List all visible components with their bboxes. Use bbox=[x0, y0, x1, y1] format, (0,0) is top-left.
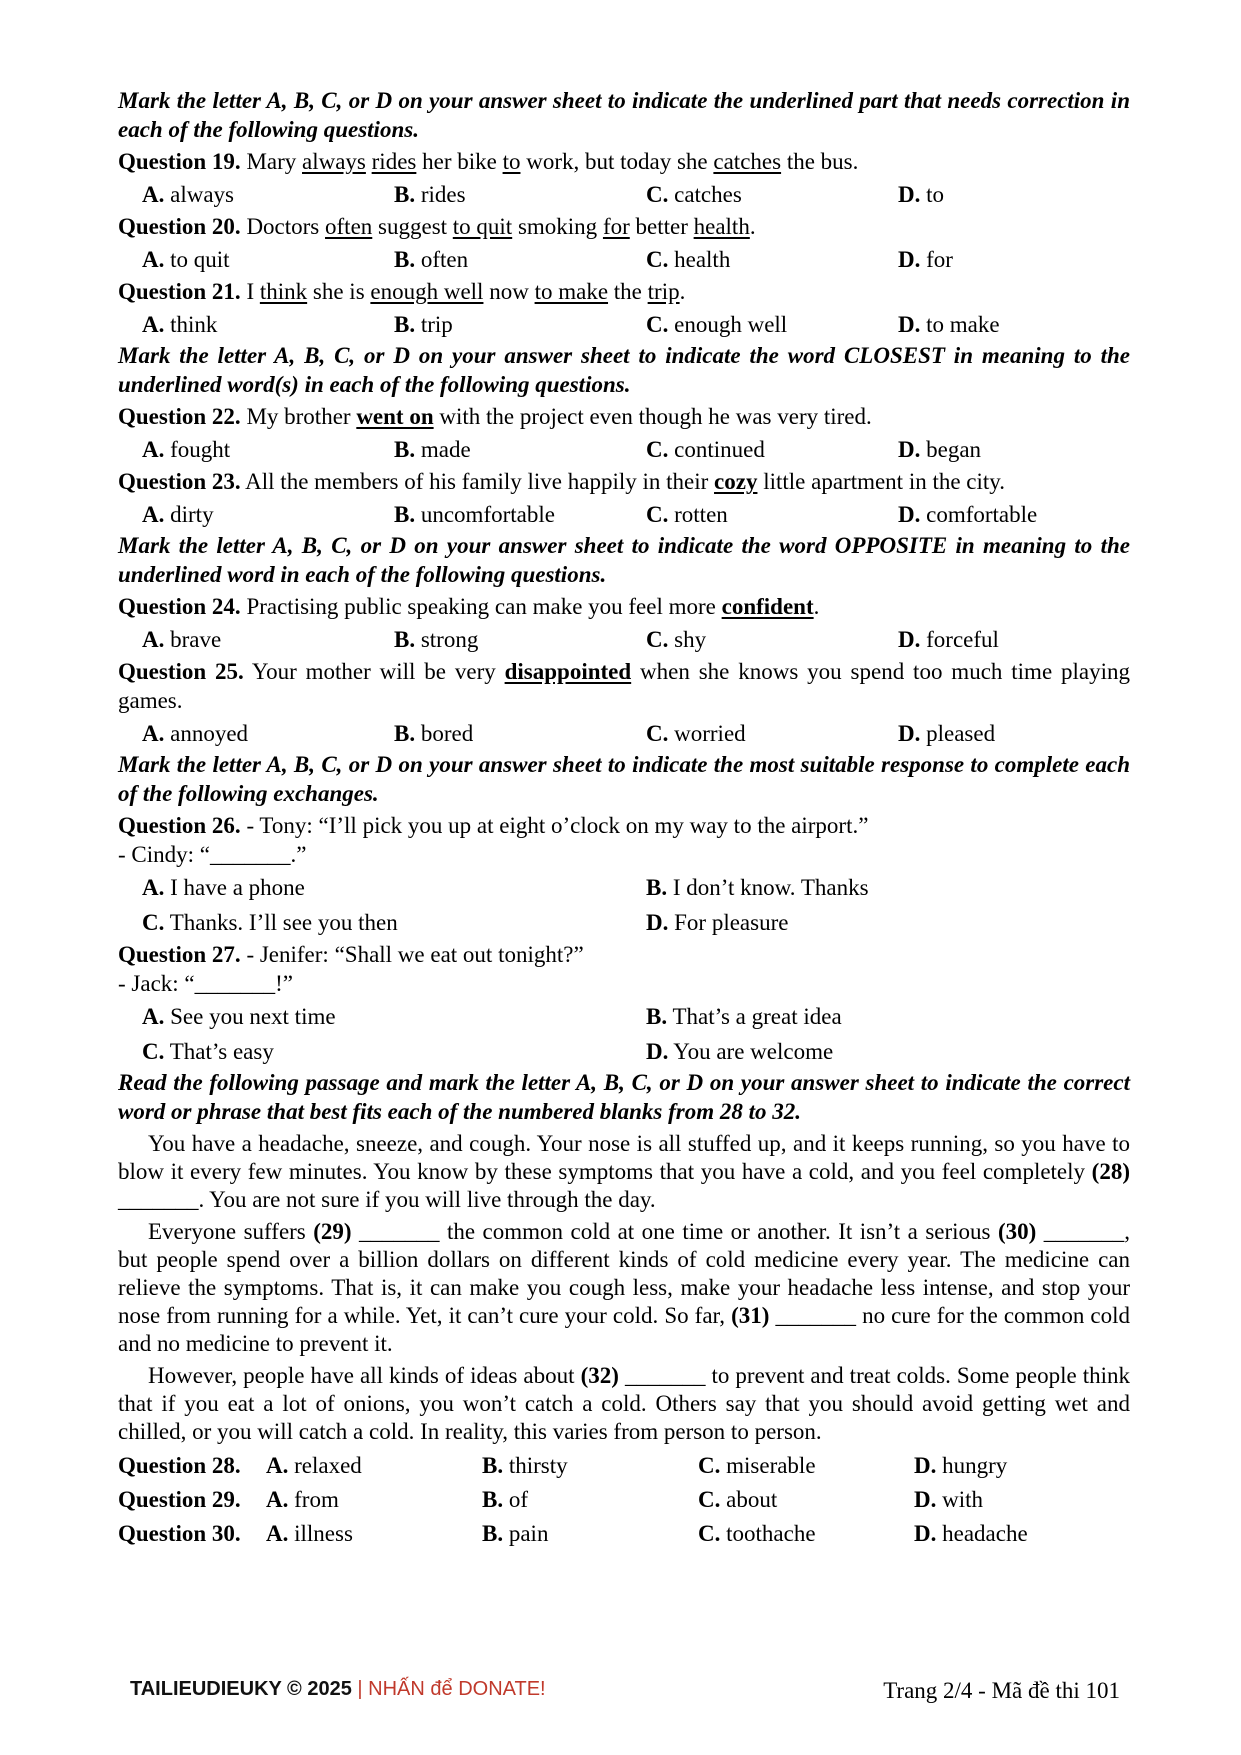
question-label: Question 24. bbox=[118, 594, 241, 619]
question-24: Question 24. Practising public speaking can make you feel more confident. bbox=[118, 594, 820, 619]
question-27: Question 27. - Jenifer: “Shall we eat out tonight?” bbox=[118, 942, 584, 967]
option-d[interactable]: D. to bbox=[898, 182, 945, 207]
option-d[interactable]: D. began bbox=[898, 437, 982, 462]
question-label: Question 23. bbox=[118, 469, 241, 494]
option-b[interactable]: B. trip bbox=[394, 312, 453, 337]
option-c[interactable]: C. rotten bbox=[646, 502, 728, 527]
donate-link[interactable]: NHẤN để DONATE! bbox=[368, 1678, 546, 1700]
option-c[interactable]: C. Thanks. I’ll see you then bbox=[142, 910, 398, 935]
question-23: Question 23. All the members of his family live happily in their cozy little apartment in the city. bbox=[118, 469, 1006, 494]
instruction-correction: Mark the letter A, B, C, or D on your answer sheet to indicate the underlined part that needs correction in each of the following questions. bbox=[118, 88, 1130, 142]
underlined-word: disappointed bbox=[504, 659, 632, 684]
passage-paragraph-3: However, people have all kinds of ideas about (32) _______ to prevent and treat colds. Some people think that if you eat a lot of onions, you won’t catch a cold. Others say that you should avoid getting wet and chilled, or you will catch a cold. In reality, this varies from person to person. bbox=[118, 1363, 1130, 1444]
option-a[interactable]: A. always bbox=[142, 182, 234, 207]
underlined-part: often bbox=[325, 214, 373, 239]
question-30 bbox=[118, 1519, 1130, 1548]
option-c[interactable]: C. enough well bbox=[646, 312, 788, 337]
instruction-opposite: Mark the letter A, B, C, or D on your answer sheet to indicate the word OPPOSITE in meaning to the underlined word in each of the following questions. bbox=[118, 533, 1130, 587]
option-b[interactable]: B. thirsty bbox=[482, 1453, 568, 1478]
option-d[interactable]: D. headache bbox=[914, 1521, 1028, 1546]
question-label: Question 26. bbox=[118, 813, 241, 838]
option-c[interactable]: C. miserable bbox=[698, 1453, 816, 1478]
question-28 bbox=[118, 1451, 1130, 1480]
option-b[interactable]: B. often bbox=[394, 247, 469, 272]
option-d[interactable]: D. pleased bbox=[898, 721, 996, 746]
dialogue-line: - Cindy: “_______.” bbox=[118, 842, 307, 867]
options-19 bbox=[118, 180, 1130, 209]
question-21: Question 21. I think she is enough well now to make the trip. bbox=[118, 279, 686, 304]
question-19: Question 19. Mary always rides her bike to work, but today she catches the bus. bbox=[118, 149, 859, 174]
options-22 bbox=[118, 435, 1130, 464]
question-29 bbox=[118, 1485, 1130, 1514]
option-c[interactable]: C. worried bbox=[646, 721, 746, 746]
underlined-part: catches bbox=[713, 149, 782, 174]
question-25: Question 25. Your mother will be very disappointed when she knows you spend too much time playing games. bbox=[118, 659, 1130, 713]
options-26 bbox=[118, 873, 1130, 937]
underlined-part: always bbox=[302, 149, 366, 174]
option-b[interactable]: B. uncomfortable bbox=[394, 502, 555, 527]
question-20: Question 20. Doctors often suggest to quit smoking for better health. bbox=[118, 214, 756, 239]
underlined-part: health bbox=[693, 214, 750, 239]
options-23 bbox=[118, 500, 1130, 529]
option-c[interactable]: C. That’s easy bbox=[142, 1039, 274, 1064]
option-c[interactable]: C. shy bbox=[646, 627, 707, 652]
option-a[interactable]: A. See you next time bbox=[142, 1004, 336, 1029]
option-a[interactable]: A. I have a phone bbox=[142, 875, 305, 900]
question-label: Question 19. bbox=[118, 149, 241, 174]
instruction-response: Mark the letter A, B, C, or D on your answer sheet to indicate the most suitable response to complete each of the following exchanges. bbox=[118, 752, 1130, 806]
question-label: Question 27. bbox=[118, 942, 241, 967]
blank-number: (31) bbox=[731, 1303, 770, 1328]
option-b[interactable]: B. made bbox=[394, 437, 471, 462]
option-c[interactable]: C. catches bbox=[646, 182, 742, 207]
underlined-part: enough well bbox=[370, 279, 484, 304]
option-a[interactable]: A. fought bbox=[142, 437, 231, 462]
blank-number: (29) bbox=[313, 1219, 352, 1244]
option-d[interactable]: D. comfortable bbox=[898, 502, 1038, 527]
underlined-word: confident bbox=[721, 594, 814, 619]
instruction-passage: Read the following passage and mark the letter A, B, C, or D on your answer sheet to indicate the correct word or phrase that best fits each of the numbered blanks from 28 to 32. bbox=[118, 1070, 1130, 1124]
underlined-word: went on bbox=[356, 404, 434, 429]
option-b[interactable]: B. rides bbox=[394, 182, 466, 207]
question-label: Question 30. bbox=[118, 1521, 241, 1546]
option-c[interactable]: C. toothache bbox=[698, 1521, 816, 1546]
option-b[interactable]: B. That’s a great idea bbox=[646, 1004, 842, 1029]
option-d[interactable]: D. hungry bbox=[914, 1453, 1008, 1478]
option-d[interactable]: D. You are welcome bbox=[646, 1039, 834, 1064]
dialogue-line: - Jack: “_______!” bbox=[118, 971, 293, 996]
option-a[interactable]: A. from bbox=[266, 1487, 339, 1512]
options-25 bbox=[118, 719, 1130, 748]
passage-paragraph-2: Everyone suffers (29) _______ the common cold at one time or another. It isn’t a serious (30) _______, but people spend over a billion dollars on different kinds of cold medicine every year. The medicine can relieve the symptoms. That is, it can make you cough less, make your headache less intense, and stop your nose from running for a while. Yet, it can’t cure your cold. So far, (31) _______ no cure for the common cold and no medicine to prevent it. bbox=[118, 1219, 1130, 1356]
exam-page bbox=[118, 86, 1130, 1548]
option-a[interactable]: A. illness bbox=[266, 1521, 353, 1546]
option-a[interactable]: A. brave bbox=[142, 627, 222, 652]
underlined-word: cozy bbox=[714, 469, 758, 494]
footer-brand: TAILIEUDIEUKY © 2025 | NHẤN để DONATE! bbox=[130, 1678, 546, 1700]
option-b[interactable]: B. strong bbox=[394, 627, 479, 652]
footer-separator: | bbox=[357, 1678, 363, 1700]
question-label: Question 21. bbox=[118, 279, 241, 304]
option-a[interactable]: A. relaxed bbox=[266, 1453, 362, 1478]
blank-number: (30) bbox=[997, 1219, 1037, 1244]
underlined-part: to quit bbox=[452, 214, 513, 239]
option-d[interactable]: D. to make bbox=[898, 312, 1000, 337]
options-21 bbox=[118, 310, 1130, 339]
option-b[interactable]: B. I don’t know. Thanks bbox=[646, 875, 869, 900]
option-d[interactable]: D. For pleasure bbox=[646, 910, 789, 935]
underlined-part: think bbox=[259, 279, 308, 304]
option-a[interactable]: A. think bbox=[142, 312, 218, 337]
underlined-part: trip bbox=[647, 279, 680, 304]
passage-paragraph-1: You have a headache, sneeze, and cough. Your nose is all stuffed up, and it keeps running, so you have to blow it every few minutes. You know by these symptoms that you have a cold, and you feel completely (28) _______. You are not sure if you will live through the day. bbox=[118, 1131, 1130, 1212]
question-label: Question 25. bbox=[118, 659, 244, 684]
option-c[interactable]: C. health bbox=[646, 247, 731, 272]
underlined-part: for bbox=[602, 214, 630, 239]
options-20 bbox=[118, 245, 1130, 274]
option-d[interactable]: D. forceful bbox=[898, 627, 999, 652]
underlined-part: rides bbox=[371, 149, 417, 174]
option-a[interactable]: A. to quit bbox=[142, 247, 230, 272]
option-b[interactable]: B. bored bbox=[394, 721, 474, 746]
option-a[interactable]: A. dirty bbox=[142, 502, 214, 527]
blank-number: (28) bbox=[1091, 1159, 1130, 1184]
blank-number: (32) bbox=[580, 1363, 619, 1388]
question-26: Question 26. - Tony: “I’ll pick you up at eight o’clock on my way to the airport.” bbox=[118, 813, 869, 838]
option-b[interactable]: B. of bbox=[482, 1487, 529, 1512]
question-label: Question 28. bbox=[118, 1453, 241, 1478]
option-c[interactable]: C. about bbox=[698, 1487, 778, 1512]
option-d[interactable]: D. with bbox=[914, 1487, 984, 1512]
question-22: Question 22. My brother went on with the project even though he was very tired. bbox=[118, 404, 872, 429]
underlined-part: to make bbox=[534, 279, 609, 304]
question-label: Question 20. bbox=[118, 214, 241, 239]
page-number: Trang 2/4 - Mã đề thi 101 bbox=[883, 1678, 1120, 1703]
option-b[interactable]: B. pain bbox=[482, 1521, 549, 1546]
page-footer bbox=[130, 1678, 1120, 1708]
options-27 bbox=[118, 1002, 1130, 1066]
options-24 bbox=[118, 625, 1130, 654]
question-label: Question 29. bbox=[118, 1487, 241, 1512]
underlined-part: to bbox=[502, 149, 521, 174]
question-label: Question 22. bbox=[118, 404, 241, 429]
option-d[interactable]: D. for bbox=[898, 247, 953, 272]
option-a[interactable]: A. annoyed bbox=[142, 721, 249, 746]
option-c[interactable]: C. continued bbox=[646, 437, 765, 462]
instruction-closest: Mark the letter A, B, C, or D on your answer sheet to indicate the word CLOSEST in meaning to the underlined word(s) in each of the following questions. bbox=[118, 343, 1130, 397]
